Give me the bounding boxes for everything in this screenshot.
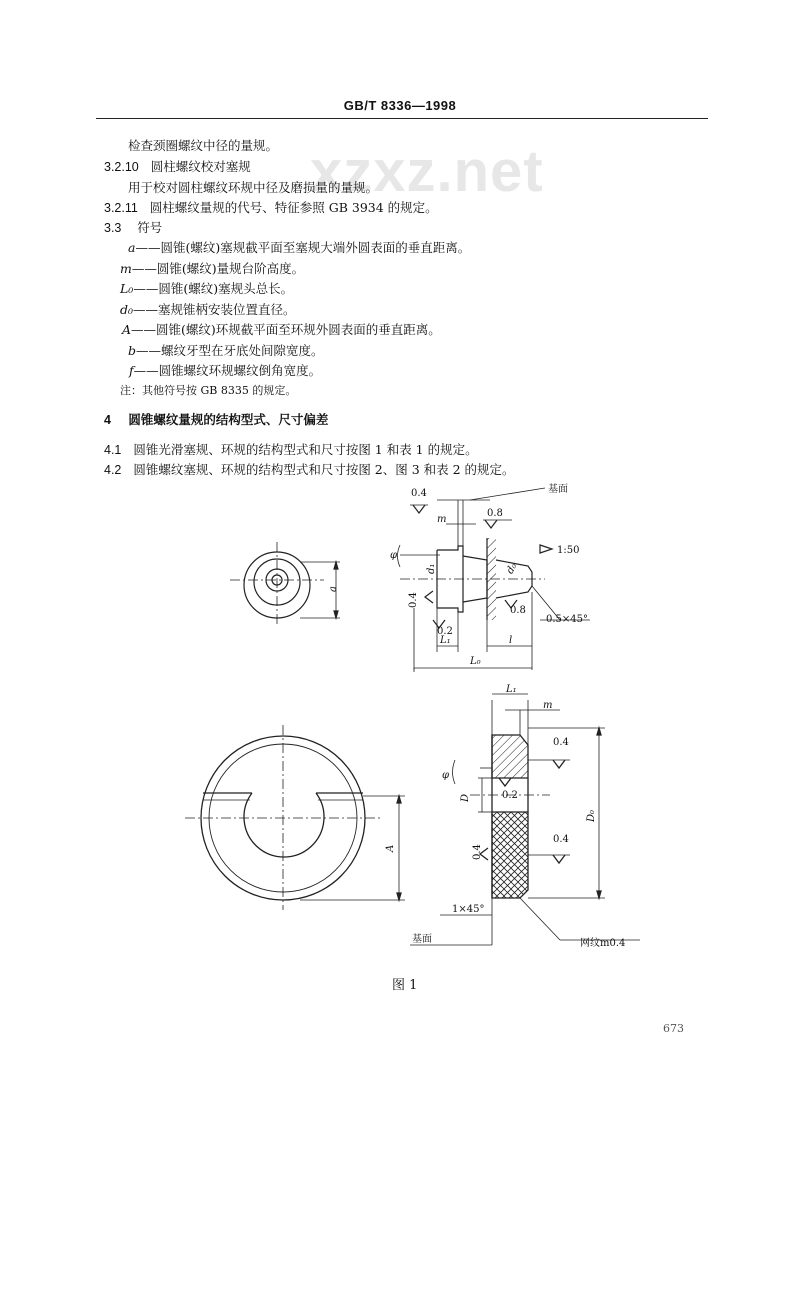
section-3-2-10-desc: 用于校对圆柱螺纹环规中径及磨损量的量规。 <box>128 180 379 195</box>
symbol: f <box>129 363 134 378</box>
dim-m-label: m <box>543 700 553 711</box>
roughness-label: 0.2 <box>437 626 453 637</box>
note: 注：其他符号按 GB 8335 的规定。 <box>120 384 297 397</box>
symbol-desc: ——螺纹牙型在牙底处间隙宽度。 <box>136 343 324 358</box>
section-text: 圆锥螺纹塞规、环规的结构型式和尺寸按图 2、图 3 和表 2 的规定。 <box>133 462 515 477</box>
ring-front-view <box>185 725 405 910</box>
dim-a-label: a <box>328 586 339 592</box>
dim-m-label: m <box>437 514 447 525</box>
page-number: 673 <box>663 1022 684 1035</box>
angle-label: φ <box>390 550 398 561</box>
dim-l-label: l <box>509 635 513 646</box>
figure-caption: 图 1 <box>392 978 418 993</box>
symbol-desc: ——塞规锥柄安装位置直径。 <box>133 302 296 317</box>
roughness-label: 0.4 <box>408 592 419 608</box>
section-number: 4 <box>104 413 111 427</box>
section-number: 3.2.10 <box>104 160 139 174</box>
dim-L1-label: L₁ <box>440 635 451 646</box>
symbol-desc: ——圆锥(螺纹)塞规头总长。 <box>133 281 294 296</box>
continued-line: 检查颈圈螺纹中径的量规。 <box>128 138 279 153</box>
knurl-label: 网纹m0.4 <box>580 938 626 949</box>
standard-header: GB/T 8336—1998 <box>343 98 457 113</box>
dim-d1-label: d₁ <box>426 563 437 574</box>
roughness-label: 0.4 <box>553 737 569 748</box>
section-number: 4.2 <box>104 463 122 477</box>
section-title: 圆锥螺纹量规的结构型式、尺寸偏差 <box>128 412 329 427</box>
roughness-label: 0.2 <box>502 790 518 801</box>
dim-D-label: D <box>460 793 471 802</box>
symbol: m <box>120 261 132 276</box>
taper-label: 1:50 <box>557 545 580 556</box>
roughness-label: 0.8 <box>510 605 526 616</box>
symbol-desc: ——圆锥(螺纹)量规台阶高度。 <box>131 261 305 276</box>
chamfer-label: 1×45° <box>452 904 485 915</box>
angle-label: φ <box>442 770 450 781</box>
symbol-desc: ——圆锥螺纹环规螺纹倒角宽度。 <box>133 363 322 378</box>
section-text: 圆锥光滑塞规、环规的结构型式和尺寸按图 1 和表 1 的规定。 <box>133 442 478 457</box>
symbol: a <box>128 240 136 255</box>
datum-label: 基面 <box>412 934 432 945</box>
roughness-label: 0.4 <box>411 488 427 499</box>
chamfer-label: 0.5×45° <box>546 614 589 625</box>
ring-section-view <box>410 694 640 945</box>
datum-label: 基面 <box>548 484 568 495</box>
watermark: xzxz.net <box>310 139 544 204</box>
roughness-label: 0.4 <box>553 834 569 845</box>
section-number: 4.1 <box>104 443 122 457</box>
symbol: A <box>122 322 132 337</box>
section-title: 圆柱螺纹校对塞规 <box>150 159 251 174</box>
dim-d0-label: d₀ <box>504 561 520 576</box>
dim-L1-label: L₁ <box>506 684 517 695</box>
section-number: 3.2.11 <box>104 201 138 215</box>
dim-D0-label: D₀ <box>586 809 597 822</box>
symbol: b <box>128 343 137 358</box>
symbol: L₀ <box>120 281 134 296</box>
symbol-desc: ——圆锥(螺纹)环规截平面至环规外圆表面的垂直距离。 <box>131 322 441 337</box>
symbol: d₀ <box>120 302 134 317</box>
dim-A-label: A <box>385 844 396 852</box>
roughness-label: 0.8 <box>487 508 503 519</box>
plug-end-view <box>230 542 340 625</box>
section-number: 3.3 <box>104 221 122 235</box>
section-text: 圆柱螺纹量规的代号、特征参照 GB 3934 的规定。 <box>149 200 438 215</box>
symbol-desc: ——圆锥(螺纹)塞规截平面至塞规大端外圆表面的垂直距离。 <box>135 240 471 255</box>
dim-L0-label: L₀ <box>470 656 481 667</box>
roughness-label: 0.4 <box>472 844 483 860</box>
section-title: 符号 <box>137 220 163 235</box>
